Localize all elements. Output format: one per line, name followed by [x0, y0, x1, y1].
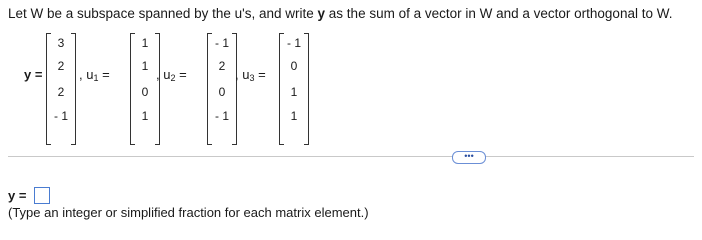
y-vector — [46, 33, 76, 145]
answer-label: y = — [8, 188, 27, 203]
u1-label: , $u_1$ = — [79, 67, 110, 83]
more-options-button[interactable]: ••• — [452, 151, 486, 164]
u2-vector-entry-2: 2 — [218, 59, 226, 73]
u1-vector — [130, 33, 160, 145]
prompt-text-1: Let W be a subspace spanned by the u's, and write — [8, 6, 318, 21]
u3-vector-entry-4: 1 — [290, 109, 298, 123]
y-vector-entry-2: 2 — [57, 59, 65, 73]
u3-label: , $u_3$ = — [235, 67, 266, 83]
section-divider — [8, 156, 694, 157]
u3-vector-entry-2: 0 — [290, 59, 298, 73]
u2-vector-entry-3: 0 — [218, 85, 226, 99]
u2-vector-entry-4: - 1 — [214, 109, 229, 123]
u2-label: , $u_2$ = — [156, 67, 187, 83]
u3-vector-entry-1: - 1 — [286, 36, 301, 50]
answer-input-box[interactable] — [34, 187, 50, 204]
y-vector-entry-3: 2 — [57, 85, 65, 99]
u1-vector-entry-1: 1 — [141, 36, 149, 50]
question-prompt — [8, 6, 672, 21]
u2-vector — [207, 33, 237, 145]
u1-vector-entry-2: 1 — [141, 59, 149, 73]
prompt-y-symbol: y — [317, 6, 326, 21]
answer-instructions: (Type an integer or simplified fraction for each matrix element.) — [8, 205, 369, 220]
y-vector-label: y = — [24, 67, 43, 82]
y-vector-entry-4: - 1 — [53, 109, 68, 123]
prompt-text-2: as the sum of a vector in W and a vector orthogonal to W. — [325, 6, 673, 21]
u3-vector-entry-3: 1 — [290, 85, 298, 99]
u3-vector — [279, 33, 309, 145]
u2-vector-entry-1: - 1 — [214, 36, 229, 50]
u1-vector-entry-4: 1 — [141, 109, 149, 123]
y-vector-entry-1: 3 — [57, 36, 65, 50]
u1-vector-entry-3: 0 — [141, 85, 149, 99]
